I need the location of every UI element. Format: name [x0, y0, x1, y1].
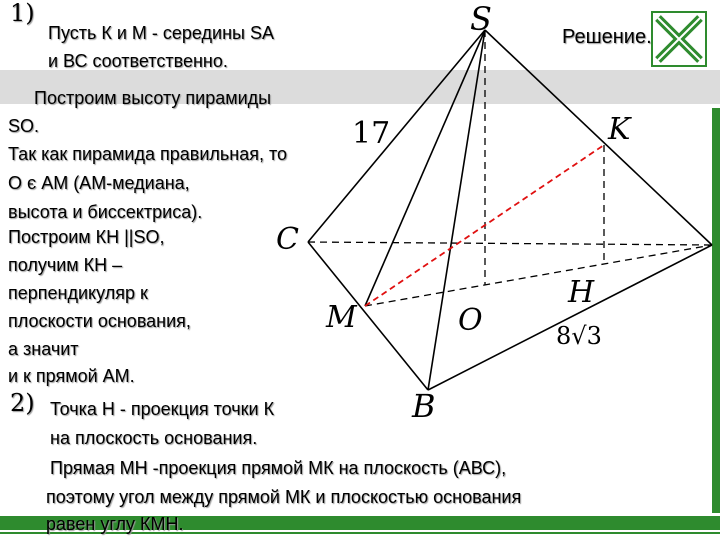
text-line-3: Так как пирамида правильная, то	[8, 144, 288, 164]
text-line-11: и к прямой АМ.	[8, 366, 135, 386]
text-line-6: Построим КН ||SO,	[8, 227, 165, 247]
label-K: K	[608, 112, 631, 147]
step2-line-4: поэтому угол между прямой МК и плоскостью основания	[46, 487, 522, 507]
label-O: O	[458, 303, 483, 338]
step2-line-3: Прямая МН -проекция прямой МК на плоскость (АВС),	[50, 458, 507, 478]
edge-length-label: 17	[352, 116, 391, 151]
step1-text-2: и ВС соответственно.	[48, 51, 228, 71]
text-line-8: перпендикуляр к	[8, 283, 148, 303]
step2-number: 2)	[10, 389, 35, 417]
step2-line-1: Точка Н - проекция точки К	[50, 399, 275, 419]
step2-line-5: равен углу КМН.	[46, 514, 184, 534]
logo-icon	[650, 10, 708, 68]
text-line-4: О є АМ (АМ-медиана,	[8, 173, 190, 193]
text-line-1: Построим высоту пирамиды	[34, 88, 272, 108]
text-line-9: плоскости основания,	[8, 311, 191, 331]
step1-number: 1)	[10, 0, 35, 27]
label-B: B	[412, 387, 436, 425]
text-line-5: высота и биссектриса).	[8, 202, 203, 222]
label-M: M	[326, 300, 357, 335]
text-line-10: а значит	[8, 339, 79, 359]
step2-line-2: на плоскость основания.	[50, 428, 258, 448]
text-line-2: SO.	[8, 116, 40, 136]
solution-label: Решение.	[562, 26, 652, 48]
text-line-7: получим КН –	[8, 255, 123, 275]
label-S: S	[470, 0, 492, 38]
base-length-label: 8√3	[556, 322, 602, 350]
step1-text: Пусть К и М - середины SA	[48, 23, 274, 43]
edge-SC	[308, 30, 485, 242]
edge-CA-hidden	[308, 242, 712, 245]
label-H: H	[568, 275, 595, 310]
label-C: C	[276, 222, 299, 257]
median-MA	[365, 245, 712, 306]
